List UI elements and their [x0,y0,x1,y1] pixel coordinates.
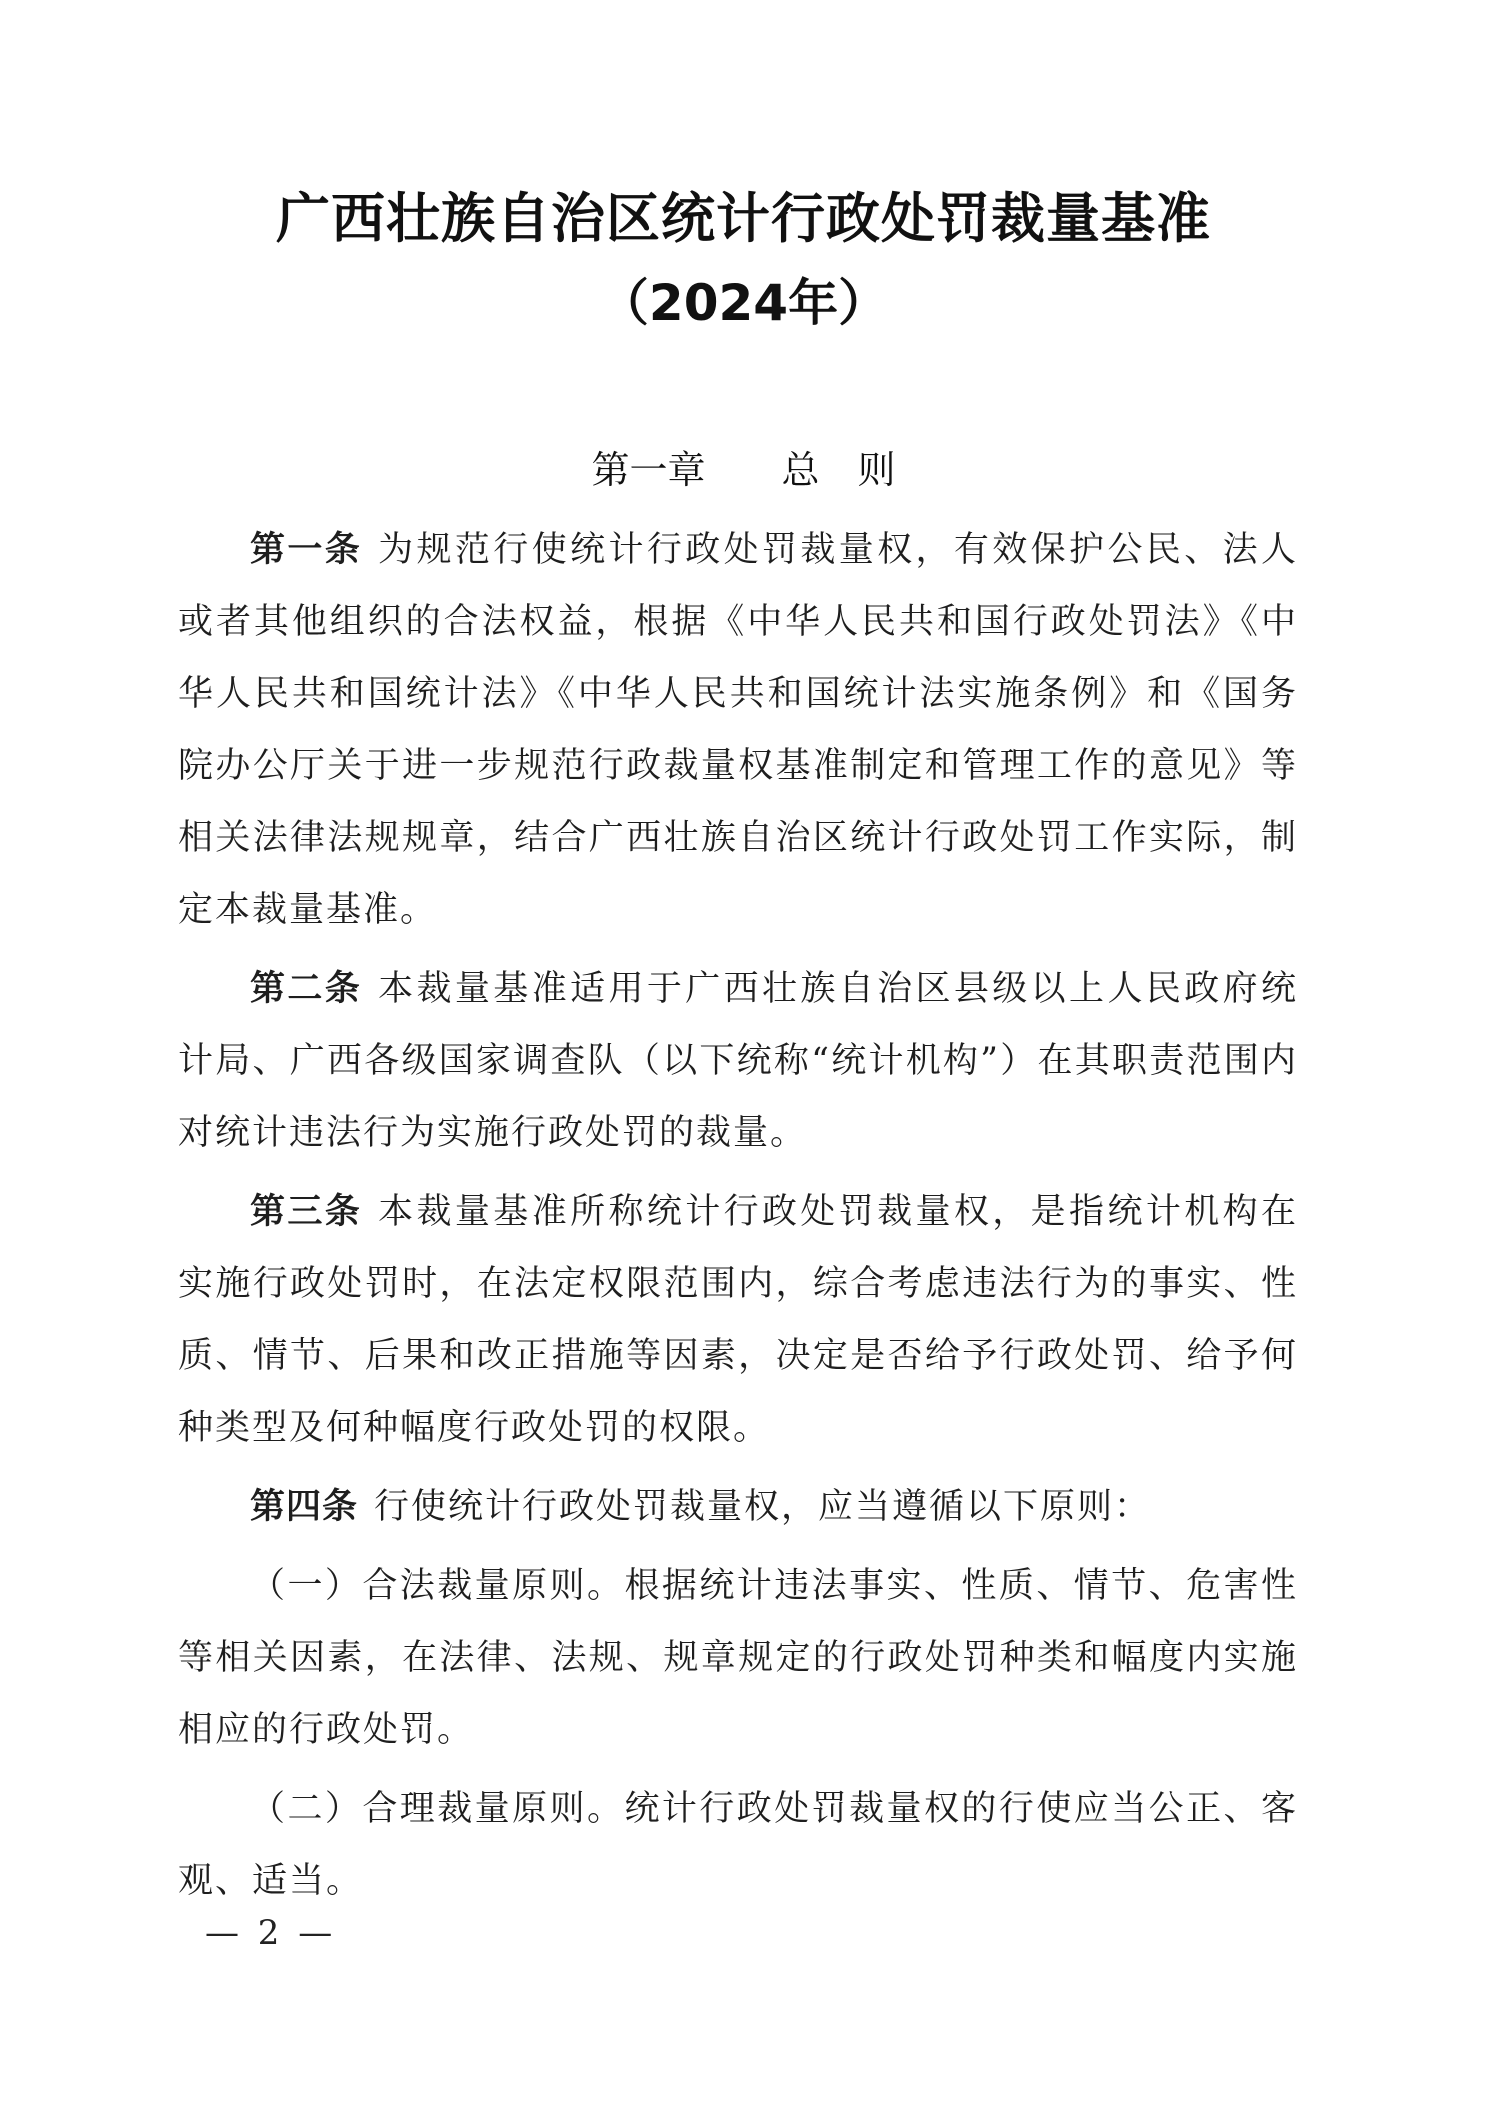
document-subtitle: （2024年） [598,274,889,332]
article-number: 第二条 [250,969,363,1009]
article-number: 第一条 [250,530,363,570]
document-body [178,514,1298,1924]
principle-text: （一）合法裁量原则。根据统计违法事实、性质、情节、危害性等相关因素，在法律、法规、规章规定的行政处罚种类和幅度内实施相应的行政处罚。 [178,1566,1298,1750]
article-text: 为规范行使统计行政处罚裁量权，有效保护公民、法人或者其他组织的合法权益，根据《中华人民共和国行政处罚法》《中华人民共和国统计法》《中华人民共和国统计法实施条例》和《国务院办公厅关于进一步规范行政裁量权基准制定和管理工作的意见》等相关法律法规规章，结合广西壮族自治区统计行政处罚工作实际，制定本裁量基准。 [178,530,1298,930]
article-text: 本裁量基准适用于广西壮族自治区县级以上人民政府统计局、广西各级国家调查队（以下统称“统计机构”）在其职责范围内对统计违法行为实施行政处罚的裁量。 [178,969,1298,1153]
principle-text: （二）合理裁量原则。统计行政处罚裁量权的行使应当公正、客观、适当。 [178,1789,1298,1901]
article-1 [178,514,1298,946]
article-number: 第三条 [250,1192,363,1232]
article-2 [178,953,1298,1169]
principle-1 [178,1550,1298,1766]
article-text: 本裁量基准所称统计行政处罚裁量权，是指统计机构在实施行政处罚时，在法定权限范围内，综合考虑违法行为的事实、性质、情节、后果和改正措施等因素，决定是否给予行政处罚、给予何种类型及何种幅度行政处罚的权限。 [178,1192,1298,1448]
chapter-heading: 第一章 总 则 [591,448,896,492]
document-title: 广西壮族自治区统计行政处罚裁量基准 [276,187,1211,250]
article-3 [178,1176,1298,1464]
article-4 [178,1471,1298,1543]
article-text: 行使统计行政处罚裁量权，应当遵循以下原则： [374,1487,1152,1527]
principle-2 [178,1773,1298,1917]
page-number: — 2 — [205,1913,337,1953]
article-number: 第四条 [250,1487,359,1527]
